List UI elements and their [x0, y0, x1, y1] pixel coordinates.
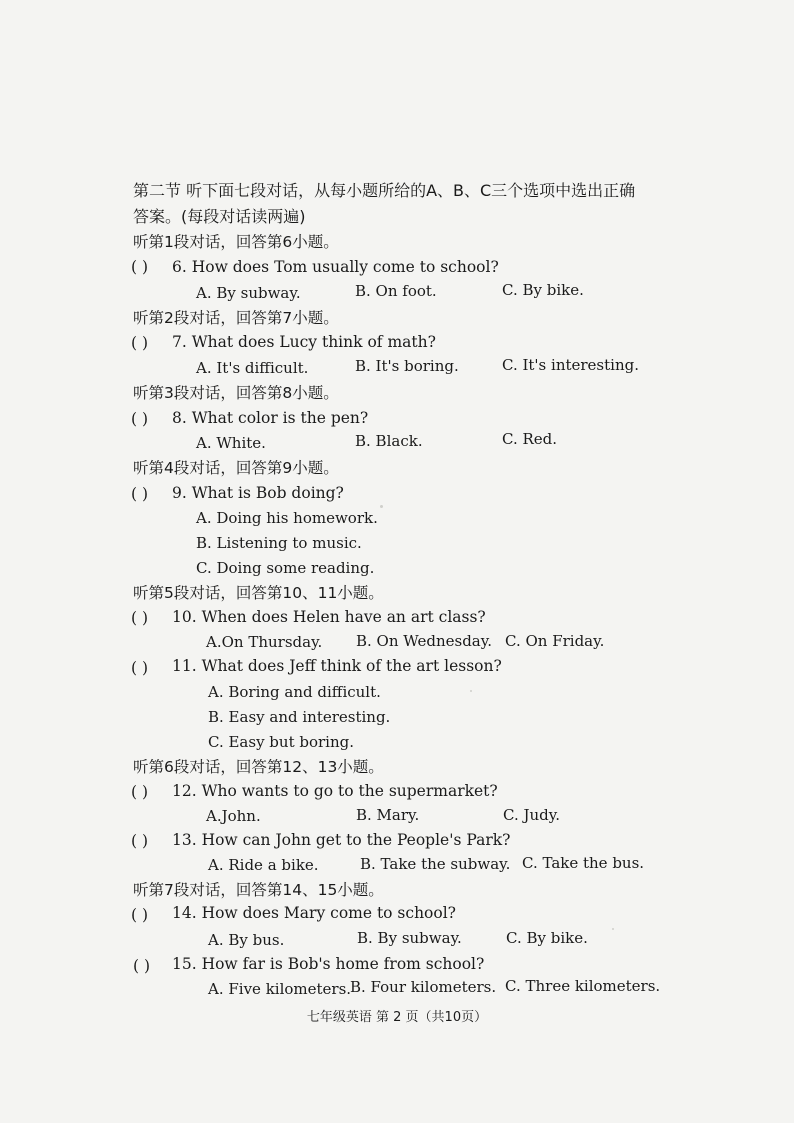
scan-speck: [380, 505, 383, 508]
question-text: 15. How far is Bob's home from school?: [172, 955, 485, 973]
option-c: C. By bike.: [502, 281, 584, 299]
option-a: A. By bus.: [208, 931, 285, 949]
scan-speck: [612, 928, 614, 930]
option-b: B. Listening to music.: [196, 534, 362, 552]
option-b: B. By subway.: [357, 929, 462, 947]
dialogue-intro: 听第6段对话，回答第12、13小题。: [133, 758, 384, 776]
option-a: A. White.: [196, 434, 266, 452]
answer-blank[interactable]: ( ): [131, 783, 149, 801]
option-a: A. Five kilometers.: [208, 980, 352, 998]
option-b: B. On foot.: [355, 282, 437, 300]
option-b: B. It's boring.: [355, 357, 459, 375]
option-c: C. On Friday.: [505, 632, 605, 650]
section-title-line2: 答案。(每段对话读两遍): [133, 207, 306, 226]
option-b: B. Black.: [355, 432, 423, 450]
option-b: B. On Wednesday.: [356, 632, 492, 650]
answer-blank[interactable]: ( ): [131, 410, 149, 428]
option-b: B. Easy and interesting.: [208, 708, 391, 726]
dialogue-intro: 听第5段对话，回答第10、11小题。: [133, 584, 384, 602]
question-text: 13. How can John get to the People's Park?: [172, 831, 511, 849]
option-a: A. It's difficult.: [196, 359, 309, 377]
question-text: 10. When does Helen have an art class?: [172, 608, 486, 626]
answer-blank[interactable]: ( ): [131, 906, 149, 924]
dialogue-intro: 听第3段对话，回答第8小题。: [133, 384, 339, 402]
question-text: 7. What does Lucy think of math?: [172, 333, 436, 351]
option-b: B. Mary.: [356, 806, 420, 824]
option-a: A. Boring and difficult.: [208, 683, 381, 701]
scan-speck: [470, 690, 472, 692]
answer-blank[interactable]: ( ): [131, 334, 149, 352]
option-a: A. Doing his homework.: [196, 509, 378, 527]
question-text: 6. How does Tom usually come to school?: [172, 258, 499, 276]
option-c: C. It's interesting.: [502, 356, 639, 374]
option-c: C. Three kilometers.: [505, 977, 661, 995]
question-text: 8. What color is the pen?: [172, 409, 369, 427]
option-a: A. Ride a bike.: [208, 856, 319, 874]
option-c: C. By bike.: [506, 929, 588, 947]
question-text: 11. What does Jeff think of the art lesson?: [172, 657, 502, 675]
option-c: C. Judy.: [503, 806, 561, 824]
answer-blank[interactable]: ( ): [133, 957, 151, 975]
answer-blank[interactable]: ( ): [131, 609, 149, 627]
dialogue-intro: 听第1段对话，回答第6小题。: [133, 233, 339, 251]
answer-blank[interactable]: ( ): [131, 659, 149, 677]
dialogue-intro: 听第4段对话，回答第9小题。: [133, 459, 339, 477]
dialogue-intro: 听第7段对话，回答第14、15小题。: [133, 881, 384, 899]
section-title-line1: 第二节 听下面七段对话，从每小题所给的A、B、C三个选项中选出正确: [133, 181, 636, 200]
option-a: A.On Thursday.: [206, 633, 323, 651]
answer-blank[interactable]: ( ): [131, 258, 149, 276]
option-a: A.John.: [206, 807, 261, 825]
question-text: 12. Who wants to go to the supermarket?: [172, 782, 498, 800]
dialogue-intro: 听第2段对话，回答第7小题。: [133, 309, 339, 327]
option-c: C. Doing some reading.: [196, 559, 375, 577]
option-b: B. Take the subway.: [360, 855, 511, 873]
option-c: C. Easy but boring.: [208, 733, 355, 751]
option-c: C. Red.: [502, 430, 558, 448]
answer-blank[interactable]: ( ): [131, 832, 149, 850]
option-c: C. Take the bus.: [522, 854, 645, 872]
answer-blank[interactable]: ( ): [131, 485, 149, 503]
option-a: A. By subway.: [196, 284, 301, 302]
question-text: 9. What is Bob doing?: [172, 484, 344, 502]
question-text: 14. How does Mary come to school?: [172, 904, 456, 922]
page-footer: 七年级英语 第 2 页（共10页）: [306, 1010, 488, 1025]
option-b: B. Four kilometers.: [350, 978, 497, 996]
